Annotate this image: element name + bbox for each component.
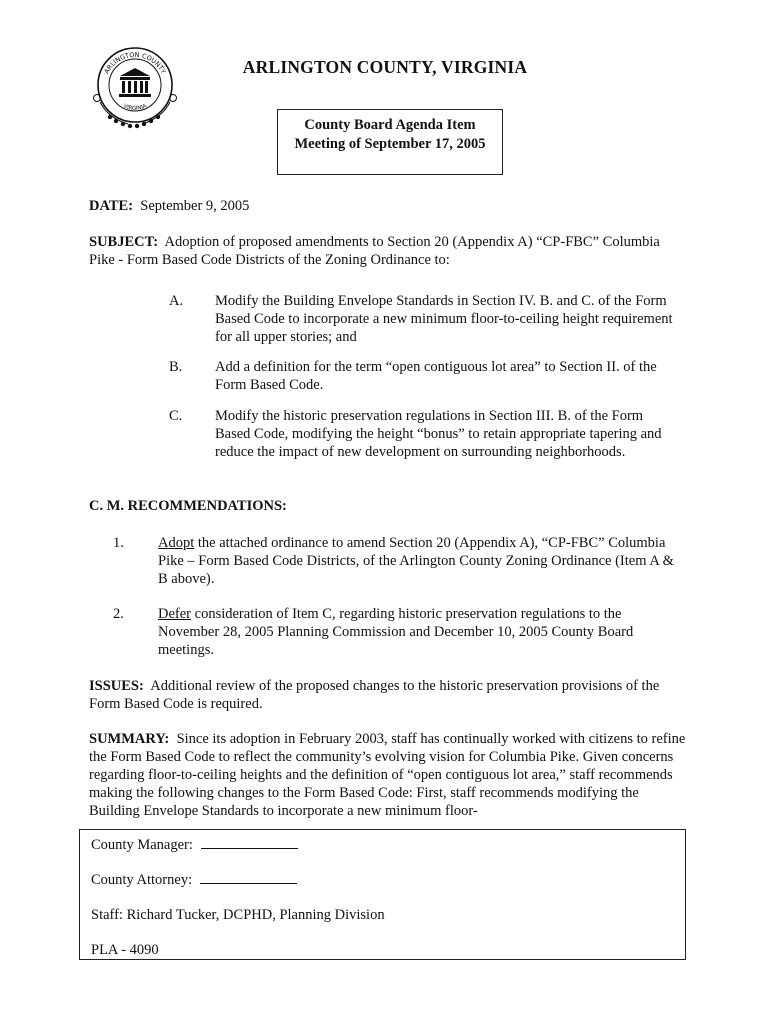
recommendation-keyword: Defer <box>158 606 192 622</box>
county-attorney-label: County Attorney: <box>91 872 193 888</box>
county-attorney-signature-blank <box>200 871 297 884</box>
date-value: September 9, 2005 <box>140 198 250 214</box>
list-item-text: Modify the Building Envelope Standards in Section IV. B. and C. of the Form Based Code to incorporate a new minimum floor-to-ceiling height requirement for all upper stories; and <box>215 293 673 345</box>
date-line <box>89 197 689 215</box>
svg-text:VIRGINIA: VIRGINIA <box>122 103 148 112</box>
list-marker: C. <box>169 408 183 424</box>
issues-paragraph <box>89 677 689 713</box>
list-item-text: Defer consideration of Item C, regarding historic preservation regulations to the November 28, 2005 Planning Commission and December 10, 2005 County Board meetings. <box>158 606 634 658</box>
approval-box <box>79 829 686 960</box>
recommendation-keyword: Adopt <box>158 535 195 551</box>
summary-paragraph <box>89 730 689 820</box>
county-attorney-line <box>91 871 297 889</box>
summary-label: SUMMARY: <box>89 731 170 747</box>
list-item-text: Add a definition for the term “open contiguous lot area” to Section II. of the Form Based Code. <box>215 359 657 393</box>
page-title: ARLINGTON COUNTY, VIRGINIA <box>242 57 528 77</box>
summary-text: Since its adoption in February 2003, staff has continually worked with citizens to refine the Form Based Code to reflect the community’s evolving vision for Columbia Pike. Given concerns regarding floor-to-ceiling heights and the definition of “open contiguous lot area,” staff recommends making the following changes to the Form Based Code: First, staff recommends modifying the Building Envelope Standards to incorporate a new minimum floor- <box>89 731 686 819</box>
recommendations-heading: C. M. RECOMMENDATIONS: <box>89 498 287 514</box>
subject-text: Adoption of proposed amendments to Section 20 (Appendix A) “CP-FBC” Columbia Pike - Form Based Code Districts of the Zoning Ordinance to: <box>89 234 660 268</box>
county-manager-signature-blank <box>201 836 298 849</box>
pla-number: PLA - 4090 <box>91 942 159 958</box>
subject-label: SUBJECT: <box>89 234 159 250</box>
list-marker: B. <box>169 359 183 375</box>
svg-text:ARLINGTON COUNTY: ARLINGTON COUNTY <box>102 50 168 76</box>
list-marker: 2. <box>113 606 124 622</box>
agenda-item-box <box>277 109 503 175</box>
county-seal <box>88 40 182 134</box>
list-item-text: Adopt the attached ordinance to amend Section 20 (Appendix A), “CP-FBC” Columbia Pike – Form Based Code Districts, of the Arlington County Zoning Ordinance (Item A & B above). <box>158 535 674 587</box>
county-manager-line <box>91 836 298 854</box>
county-seal-icon <box>88 40 182 134</box>
date-label: DATE: <box>89 198 134 214</box>
subject-paragraph <box>89 233 689 269</box>
meeting-date-label: Meeting of September 17, 2005 <box>294 136 486 152</box>
agenda-item-label: County Board Agenda Item <box>304 117 476 133</box>
staff-line: Staff: Richard Tucker, DCPHD, Planning Division <box>91 907 385 923</box>
issues-label: ISSUES: <box>89 678 144 694</box>
list-item-text: Modify the historic preservation regulations in Section III. B. of the Form Based Code, modifying the height “bonus” to retain appropriate tapering and reduce the impact of new development on surrounding neighborhoods. <box>215 408 662 460</box>
list-marker: A. <box>169 293 184 309</box>
issues-text: Additional review of the proposed changes to the historic preservation provisions of the Form Based Code is required. <box>89 678 660 712</box>
list-marker: 1. <box>113 535 124 551</box>
county-manager-label: County Manager: <box>91 837 193 853</box>
